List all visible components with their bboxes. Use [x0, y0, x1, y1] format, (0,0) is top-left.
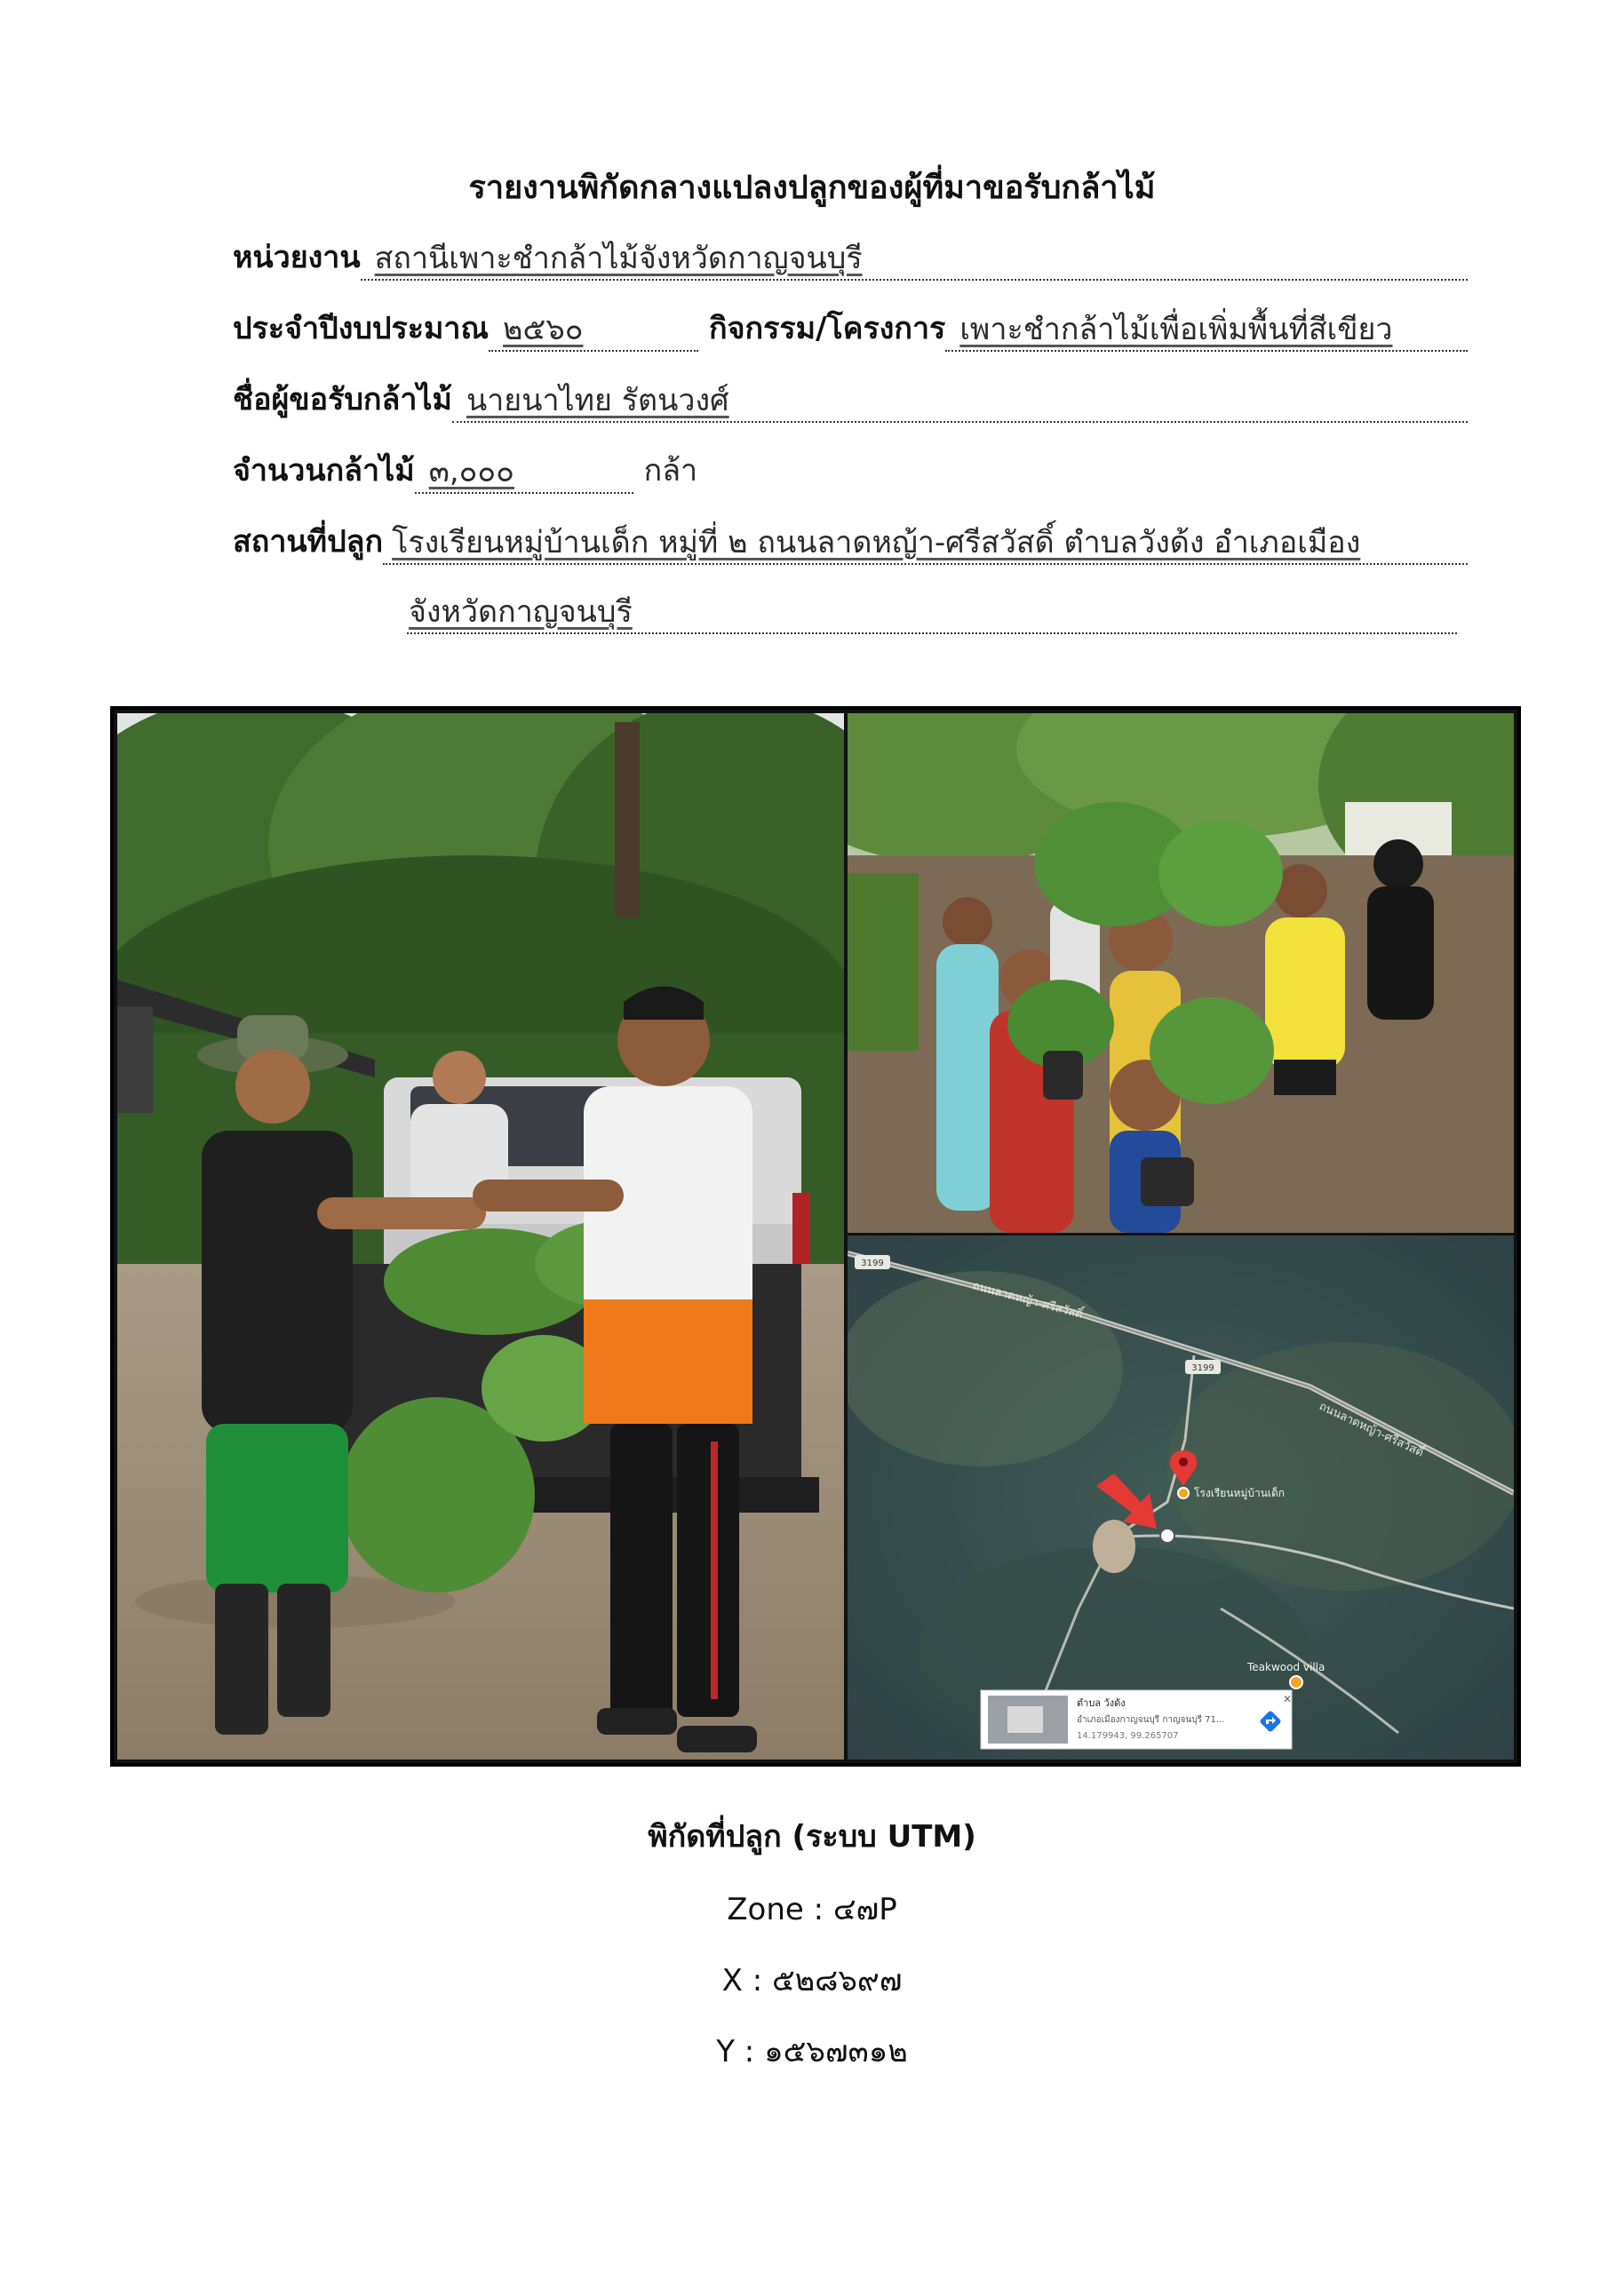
y-value: ๑๕๖๗๓๑๒: [764, 2034, 908, 2070]
close-icon[interactable]: [1283, 1693, 1292, 1705]
agency-value: สถานีเพาะชำกล้าไม้จังหวัดกาญจนบุรี: [361, 240, 1468, 281]
quantity-unit: กล้า: [643, 453, 698, 489]
zone-label: Zone :: [727, 1892, 824, 1927]
route-badge-2: 3199: [1191, 1363, 1214, 1373]
card-title: ตำบล วังด้ง: [1077, 1697, 1126, 1709]
agency-label: หน่วยงาน: [233, 240, 361, 275]
selected-point-icon[interactable]: [1160, 1529, 1174, 1543]
budget-year-label: ประจำปีงบประมาณ: [233, 311, 490, 346]
y-label: Y :: [716, 2034, 755, 2070]
zone-value: ๔๗P: [832, 1892, 897, 1927]
activity-value: เพาะชำกล้าไม้เพื่อเพิ่มพื้นที่สีเขียว: [945, 311, 1468, 352]
location-row: [233, 517, 1468, 565]
quantity-row: [233, 446, 1468, 494]
place-info-card[interactable]: [981, 1690, 1292, 1749]
quantity-value: ๓,๐๐๐: [415, 453, 633, 494]
location-line2: จังหวัดกาญจนบุรี: [407, 593, 1457, 634]
quantity-label: จำนวนกล้าไม้: [233, 453, 415, 489]
y-line: [0, 2027, 1624, 2075]
photo-panel: [110, 706, 1521, 1767]
card-address: อำเภอเมืองกาญจนบุรี กาญจนบุรี 71...: [1077, 1715, 1225, 1725]
x-line: [0, 1956, 1624, 2004]
svg-text:✕: ✕: [1283, 1693, 1293, 1705]
report-title: รายงานพิกัดกลางแปลงปลูกของผู้ที่มาขอรับกล้าไม้: [468, 170, 1156, 206]
card-coordinates: 14.179943, 99.265707: [1077, 1731, 1179, 1741]
x-value: ๕๒๘๖๙๗: [771, 1963, 903, 1998]
recipient-value: นายนาไทย รัตนวงศ์: [452, 382, 1468, 423]
road-label-2: ถนนลาดหญ้า-ศรีสวัสดิ์: [1317, 1400, 1426, 1460]
x-label: X :: [721, 1963, 763, 1998]
agency-row: [233, 233, 1468, 281]
children-with-seedlings-photo: [848, 713, 1514, 1233]
poi-label: Teakwood villa: [1247, 1661, 1325, 1673]
zone-line: [0, 1885, 1624, 1933]
budget-activity-row: [233, 304, 1468, 352]
satellite-map[interactable]: [848, 1235, 1514, 1760]
recipient-row: [233, 375, 1468, 423]
seedling-handover-photo: [117, 713, 844, 1760]
route-badge-1: 3199: [861, 1259, 884, 1268]
coordinates-heading: พิกัดที่ปลูก (ระบบ UTM): [648, 1819, 976, 1855]
location-line1: โรงเรียนหมู่บ้านเด็ก หมู่ที่ ๒ ถนนลาดหญ้า-ศรีสวัสดิ์ ตำบลวังด้ง อำเภอเมือง: [383, 524, 1468, 565]
school-label: โรงเรียนหมู่บ้านเด็ก: [1194, 1487, 1286, 1499]
activity-label: กิจกรรม/โครงการ: [709, 311, 946, 346]
road-label-1: ถนนลาดหญ้า-ศรีสวัสดิ์: [970, 1279, 1085, 1322]
location-label: สถานที่ปลูก: [233, 524, 384, 560]
budget-year-value: ๒๕๖๐: [489, 311, 698, 352]
location-row-2: [407, 586, 1457, 634]
recipient-label: ชื่อผู้ขอรับกล้าไม้: [233, 382, 452, 417]
